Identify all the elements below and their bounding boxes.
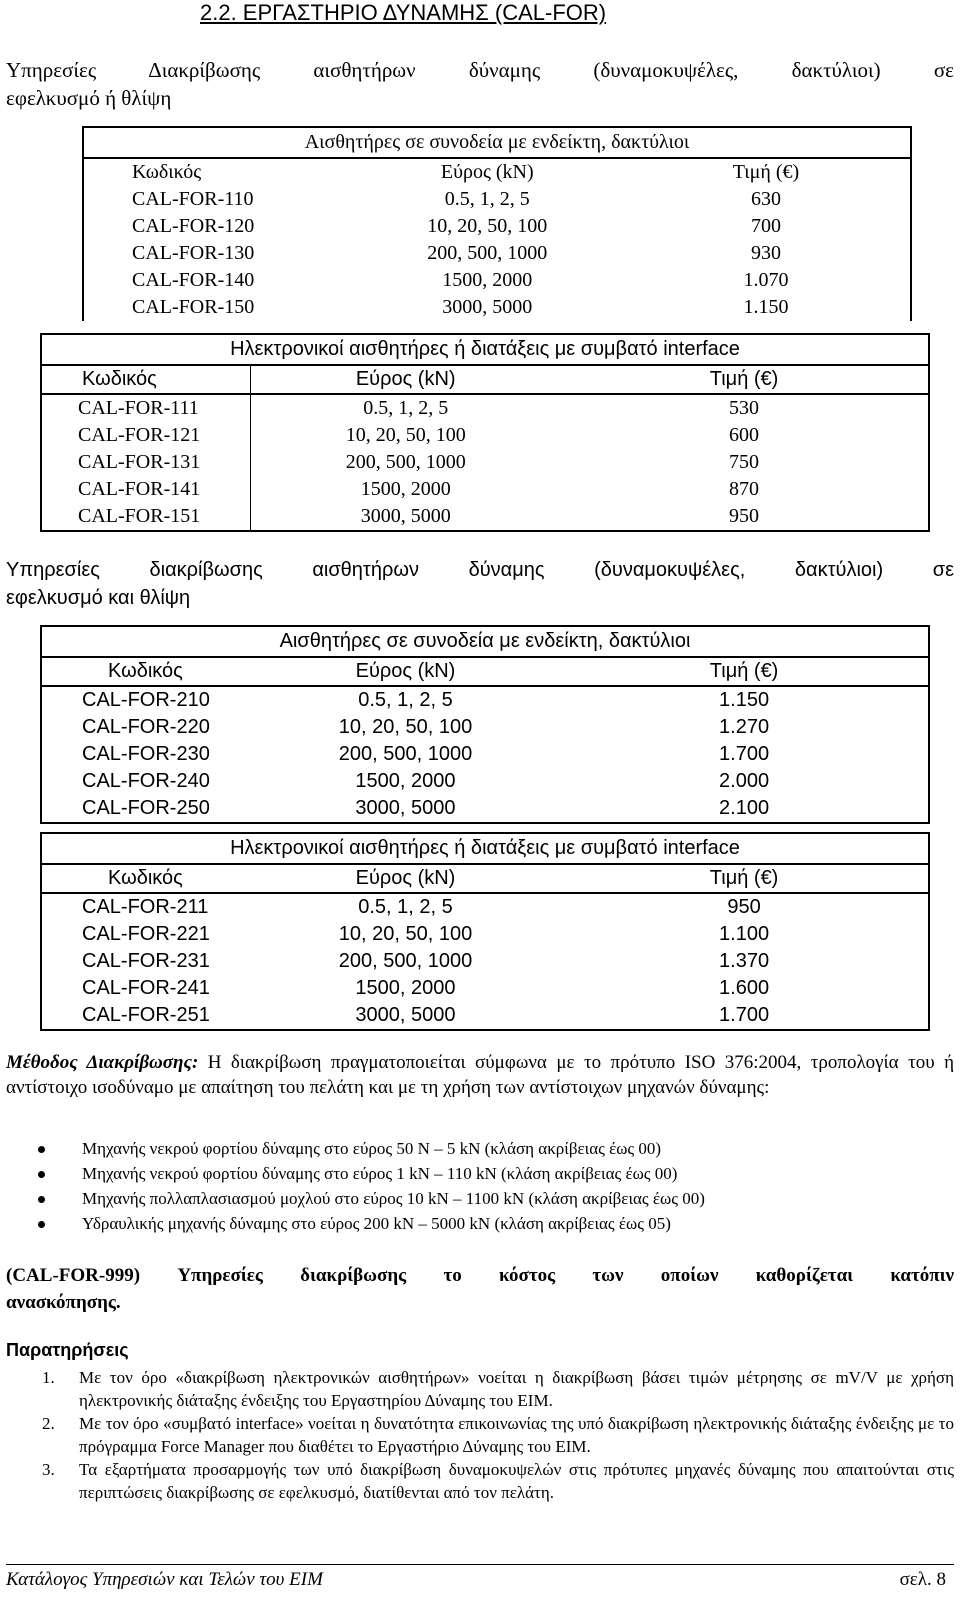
notice-line1: (CAL-FOR-999) Υπηρεσίες διακρίβωσης το κόστος των οποίων καθορίζεται κατόπιν [6,1265,954,1286]
cell-code: CAL-FOR-220 [41,714,251,741]
cell-price: 950 [560,503,929,531]
cell-price: 750 [560,449,929,476]
price-table [40,625,930,824]
table-header-row [41,657,929,686]
cell-code: CAL-FOR-150 [83,294,353,321]
table-row [83,294,911,321]
cell-range: 200, 500, 1000 [338,743,473,765]
cell-range: 10, 20, 50, 100 [338,716,473,738]
cell-range: 200, 500, 1000 [427,242,548,264]
cell-range: 10, 20, 50, 100 [338,923,473,945]
column-header-range: Εύρος (kN) [251,657,560,686]
note-number: 2. [42,1414,55,1433]
section2-heading [6,556,954,612]
table-row [41,449,929,476]
footer-catalog-title: Κατάλογος Υπηρεσιών και Τελών του ΕΙΜ [6,1569,323,1590]
cell-range: 1500, 2000 [251,476,560,503]
table-caption: Αισθητήρες σε συνοδεία με ενδείκτη, δακτύλιοι [83,127,911,158]
page-number: σελ. 8 [899,1569,946,1590]
cell-range: 0.5, 1, 2, 5 [251,686,560,714]
list-item: Μηχανής νεκρού φορτίου δύναμης στο εύρος 50 N – 5 kN (κλάση ακρίβειας έως 00) [30,1136,930,1161]
cal-for-999-notice [6,1262,954,1316]
cell-code: CAL-FOR-121 [41,422,251,449]
cell-price: 530 [560,394,929,422]
footer-divider [6,1564,954,1565]
cell-code: CAL-FOR-151 [41,503,251,531]
cell-range: 1500, 2000 [355,770,456,792]
page-title: 2.2. ΕΡΓΑΣΤΗΡΙΟ ΔΥΝΑΜΗΣ (CAL-FOR) [200,0,607,25]
method-text: Η διακρίβωση πραγματοποιείται σύμφωνα με το πρότυπο ISO 376:2004, τροπολογία του ή αντίστοιχο ισοδύναμο με απαίτηση του πελάτη και με τη χρήση των αντίστοιχων μηχανών δύναμης: [6,1052,955,1098]
note-item [6,1412,954,1458]
table-row [41,686,929,714]
table-row [41,948,929,975]
price-table [40,333,930,532]
column-header-code: Κωδικός [41,657,251,686]
method-label: Μέθοδος Διακρίβωσης: [6,1052,199,1073]
calibration-method [6,1050,954,1100]
list-item: Μηχανής πολλαπλασιασμού μοχλού στο εύρος 10 kN – 1100 kN (κλάση ακρίβειας έως 00) [30,1186,930,1211]
table-caption: Ηλεκτρονικοί αισθητήρες ή διατάξεις με συμβατό interface [41,833,929,864]
cell-code: CAL-FOR-221 [41,921,251,948]
cell-price: 2.000 [560,768,929,795]
cell-price: 1.150 [622,294,911,321]
cell-code: CAL-FOR-240 [41,768,251,795]
column-header-code: Κωδικός [41,864,251,893]
note-text: Με τον όρο «διακρίβωση ηλεκτρονικών αισθητήρων» νοείται η διακρίβωση βάσει τιμών μέτρησης σε mV/V με χρήση ηλεκτρονικής διάταξης ένδειξης του Εργαστηρίου Δύναμης του ΕΙΜ. [79,1368,954,1410]
cell-code: CAL-FOR-250 [41,795,251,823]
column-header-price: Τιμή (€) [560,864,929,893]
price-table [40,832,930,1031]
note-number: 1. [42,1368,55,1387]
cell-price: 930 [622,240,911,267]
cell-code: CAL-FOR-230 [41,741,251,768]
table-row [41,476,929,503]
table-row [41,975,929,1002]
cell-code: CAL-FOR-241 [41,975,251,1002]
table-row [41,422,929,449]
section1-heading [6,56,954,112]
cell-code: CAL-FOR-110 [83,186,353,213]
cell-range: 200, 500, 1000 [251,449,560,476]
cell-range: 10, 20, 50, 100 [251,422,560,449]
cell-price: 600 [560,422,929,449]
cell-code: CAL-FOR-231 [41,948,251,975]
column-header-range: Εύρος (kN) [251,365,560,394]
cell-range: 3000, 5000 [442,296,533,318]
note-text: Τα εξαρτήματα προσαρμογής των υπό διακρίβωση δυναμοκυψελών στις πρότυπες μηχανές δύναμης που απαιτούνται στις περιπτώσεις διακρίβωσης σε εφελκυσμό, διατίθενται από τον πελάτη. [79,1460,954,1502]
table-row [41,921,929,948]
table-row [41,768,929,795]
cell-code: CAL-FOR-251 [41,1002,251,1030]
table-row [41,741,929,768]
table-row [83,213,911,240]
column-header-price: Τιμή (€) [560,365,929,394]
cell-price: 1.700 [560,741,929,768]
note-number: 3. [42,1460,55,1479]
cell-range: 1500, 2000 [355,977,456,999]
table-row [83,186,911,213]
table-row [83,240,911,267]
section1-heading-line1: Υπηρεσίες Διακρίβωσης αισθητήρων δύναμης (δυναμοκυψέλες, δακτύλιοι) σε [6,58,954,82]
cell-price: 630 [622,186,911,213]
cell-price: 1.700 [560,1002,929,1030]
cell-code: CAL-FOR-141 [41,476,251,503]
cell-price: 1.100 [560,921,929,948]
list-item: Υδραυλικής μηχανής δύναμης στο εύρος 200 kN – 5000 kN (κλάση ακρίβειας έως 05) [30,1211,930,1236]
notes-title: Παρατηρήσεις [6,1340,129,1360]
section2-heading-line1: Υπηρεσίες διακρίβωσης αισθητήρων δύναμης (δυναμοκυψέλες, δακτύλιοι) σε [6,559,954,581]
cell-range: 0.5, 1, 2, 5 [251,893,560,921]
cell-range: 0.5, 1, 2, 5 [444,188,530,210]
cell-range: 10, 20, 50, 100 [427,215,548,237]
cell-range: 3000, 5000 [251,795,560,823]
note-item [6,1366,954,1412]
table-row [41,1002,929,1030]
cell-code: CAL-FOR-131 [41,449,251,476]
list-item: Μηχανής νεκρού φορτίου δύναμης στο εύρος 1 kN – 110 kN (κλάση ακρίβειας έως 00) [30,1161,930,1186]
notes-list [6,1366,954,1504]
cell-code: CAL-FOR-130 [83,240,353,267]
cell-price: 1.150 [560,686,929,714]
section1-heading-line2: εφελκυσμό ή θλίψη [6,86,172,110]
machine-list [30,1136,930,1236]
cell-range: 0.5, 1, 2, 5 [251,394,560,422]
table-row [41,893,929,921]
cell-code: CAL-FOR-211 [41,893,251,921]
cell-price: 1.600 [560,975,929,1002]
cell-code: CAL-FOR-111 [41,394,251,422]
table-row [41,503,929,531]
column-header-code: Κωδικός [83,158,353,186]
column-header-price: Τιμή (€) [622,158,911,186]
table-row [41,714,929,741]
column-header-price: Τιμή (€) [560,657,929,686]
cell-price: 870 [560,476,929,503]
table-header-row [83,158,911,186]
price-table [82,126,912,321]
cell-price: 950 [560,893,929,921]
section2-heading-line2: εφελκυσμό και θλίψη [6,587,191,609]
table-row [41,394,929,422]
cell-range: 200, 500, 1000 [338,950,473,972]
column-header-range: Εύρος (kN) [353,158,622,186]
cell-price: 2.100 [560,795,929,823]
table-header-row [41,864,929,893]
cell-code: CAL-FOR-210 [41,686,251,714]
column-header-code: Κωδικός [41,365,251,394]
cell-price: 700 [622,213,911,240]
column-header-range: Εύρος (kN) [251,864,560,893]
note-item [6,1458,954,1504]
table-row [41,795,929,823]
cell-range: 1500, 2000 [442,269,533,291]
cell-price: 1.370 [560,948,929,975]
cell-code: CAL-FOR-140 [83,267,353,294]
table-header-row [41,365,929,394]
cell-range: 3000, 5000 [251,503,560,531]
table-caption: Αισθητήρες σε συνοδεία με ενδείκτη, δακτύλιοι [41,626,929,657]
cell-price: 1.070 [622,267,911,294]
cell-range: 3000, 5000 [251,1002,560,1030]
cell-code: CAL-FOR-120 [83,213,353,240]
cell-price: 1.270 [560,714,929,741]
table-caption: Ηλεκτρονικοί αισθητήρες ή διατάξεις με συμβατό interface [41,334,929,365]
table-row [83,267,911,294]
note-text: Με τον όρο «συμβατό interface» νοείται η δυνατότητα επικοινωνίας της υπό διακρίβωση ηλεκτρονικής διάταξης ένδειξης με το πρόγραμμα Force Manager που διαθέτει το Εργαστήριο Δύναμης του ΕΙΜ. [79,1414,954,1456]
notice-line2: ανασκόπησης. [6,1292,121,1313]
